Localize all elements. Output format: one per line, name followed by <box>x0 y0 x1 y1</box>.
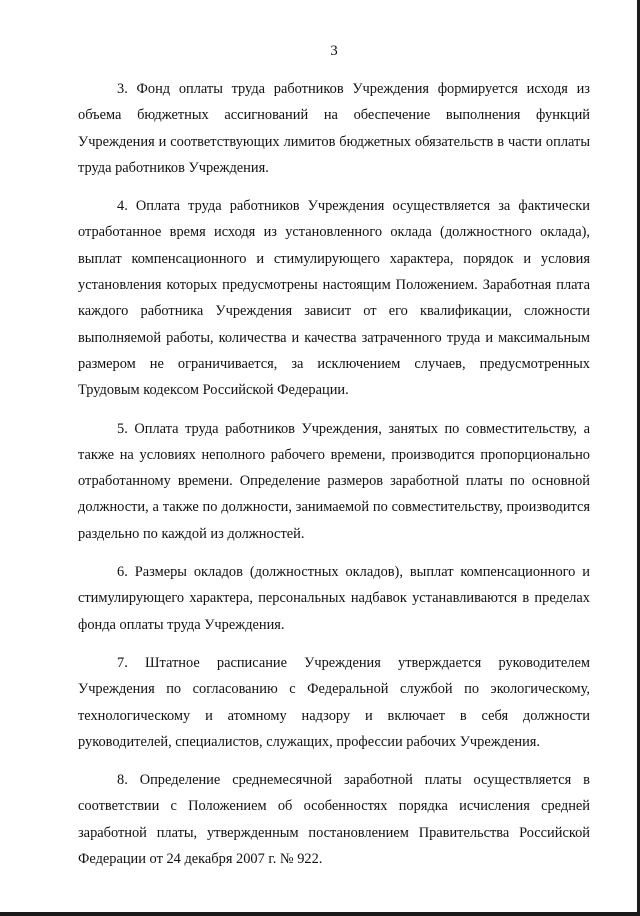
paragraph-number: 8. <box>117 772 128 789</box>
page-number: 3 <box>330 43 338 59</box>
scan-edge-bottom <box>0 912 640 916</box>
paragraph-text: Оплата труда работников Учреждения, занятых по совместительству, а также на условиях неполного рабочего времени, производится пропорционально отработанному времени. Определение размеров заработной платы по основной должности, а также по должности, занимаемой по совместительству, производится раздельно по каждой из должностей. <box>78 420 590 542</box>
paragraph-number: 6. <box>117 564 128 581</box>
paragraph-3 <box>78 76 590 181</box>
paragraph-number: 4. <box>117 198 128 215</box>
paragraph-text: Фонд оплаты труда работников Учреждения формируется исходя из объема бюджетных ассигнований на обеспечение выполнения функций Учреждения и соответствующих лимитов бюджетных обязательств в части оплаты труда работников Учреждения. <box>78 81 590 176</box>
paragraph-number: 3. <box>117 81 128 97</box>
paragraph-7 <box>78 650 590 755</box>
paragraph-number: 5. <box>117 420 128 437</box>
paragraph-text: Определение среднемесячной заработной платы осуществляется в соответствии с Положением об особенностях порядка исчисления средней заработной платы, утвержденным постановлением Правительства Российской Федерации от 24 декабря 2007 г. № 922. <box>78 772 590 868</box>
document-body <box>78 76 590 884</box>
paragraph-number: 7. <box>117 654 128 671</box>
paragraph-text: Размеры окладов (должностных окладов), выплат компенсационного и стимулирующего характера, персональных надбавок устанавливаются в пределах фонда оплаты труда Учреждения. <box>78 564 590 633</box>
paragraph-8 <box>78 767 590 872</box>
paragraph-4 <box>78 193 590 403</box>
paragraph-6 <box>78 559 590 638</box>
paragraph-text: Штатное расписание Учреждения утверждается руководителем Учреждения по согласованию с Федеральной службой по экологическому, технологическому и атомному надзору и включает в себя должности руководителей, специалистов, служащих, профессии рабочих Учреждения. <box>78 654 590 750</box>
paragraph-5 <box>78 416 590 547</box>
paragraph-text: Оплата труда работников Учреждения осуществляется за фактически отработанное время исходя из установленного оклада (должностного оклада), выплат компенсационного и стимулирующего характера, порядок и условия установления которых предусмотрены настоящим Положением. Заработная плата каждого работника Учреждения зависит от его квалификации, сложности выполняемой работы, количества и качества затраченного труда и максимальным размером не ограничивается, за исключением случаев, предусмотренных Трудовым кодексом Российской Федерации. <box>78 198 590 399</box>
